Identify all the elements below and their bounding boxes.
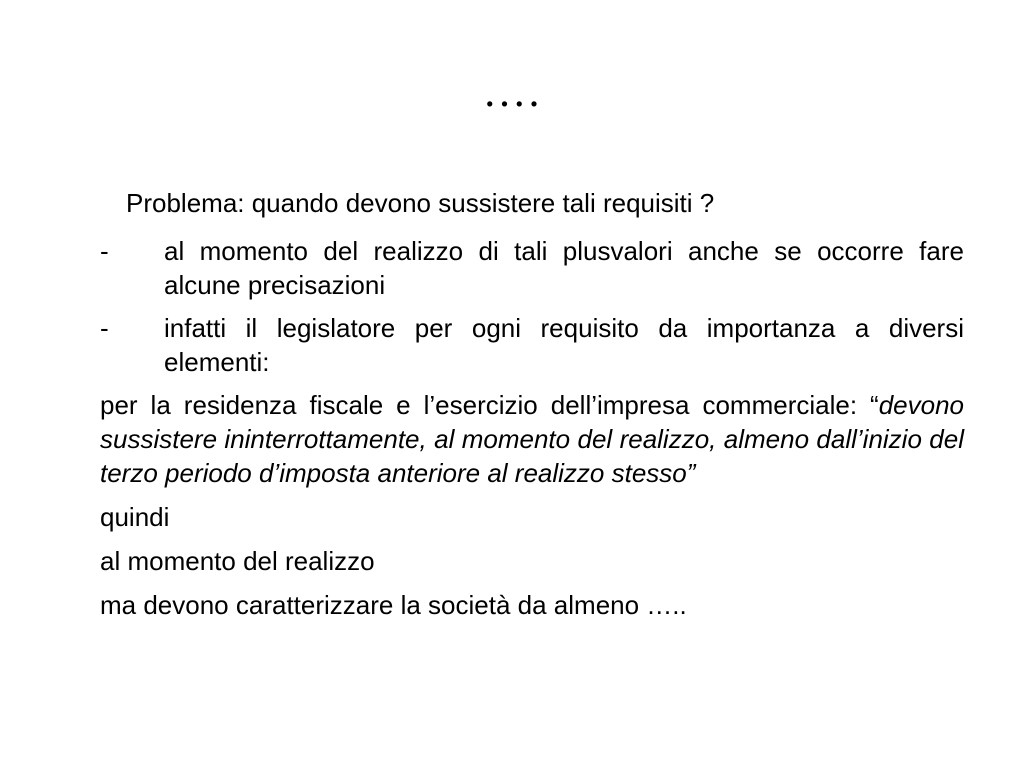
bullet-text: al momento del realizzo di tali plusvalori anche se occorre fare alcune precisazioni bbox=[164, 236, 964, 300]
text-line: al momento del realizzo bbox=[100, 546, 375, 576]
bullet-item bbox=[100, 234, 964, 302]
bullet-item bbox=[100, 311, 964, 379]
text-line: quindi bbox=[100, 502, 170, 532]
bullet-marker: - bbox=[100, 313, 109, 343]
bullet-text: infatti il legislatore per ogni requisito da importanza a diversi elementi: bbox=[164, 313, 964, 377]
text-line: ma devono caratterizzare la società da almeno ….. bbox=[100, 590, 687, 620]
slide-title: …. bbox=[482, 67, 542, 116]
paragraph-lead: per la residenza fiscale e l’esercizio dell’impresa commerciale: “ bbox=[100, 390, 879, 420]
quote-paragraph bbox=[100, 388, 964, 490]
bullet-marker: - bbox=[100, 236, 109, 266]
paragraph-quote: devono sussistere ininterrottamente, al momento del realizzo, almeno dall’inizio del terzo periodo d’imposta anteriore al realizzo stesso” bbox=[100, 390, 964, 488]
intro-question: Problema: quando devono sussistere tali requisiti ? bbox=[126, 188, 715, 218]
slide-body bbox=[100, 186, 964, 632]
